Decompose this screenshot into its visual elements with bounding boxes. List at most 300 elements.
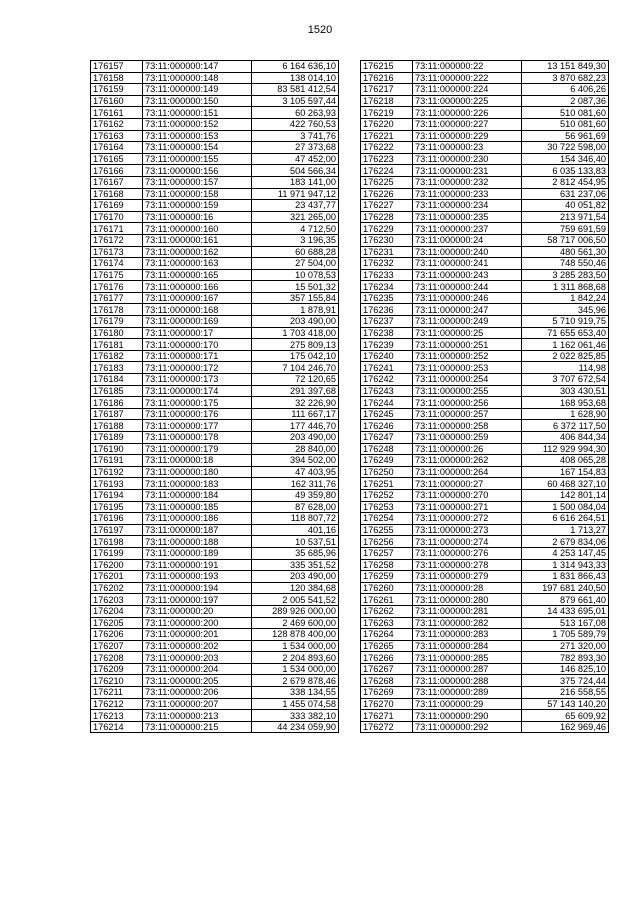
cadastral-number-cell: 73:11:000000:287: [413, 663, 522, 675]
cadastral-value-cell: 631 237,06: [522, 188, 609, 200]
table-row: [361, 663, 609, 675]
record-number-cell: 176165: [91, 153, 143, 165]
table-row: [361, 478, 609, 490]
table-row: [91, 489, 339, 501]
table-row: [91, 281, 339, 293]
record-number-cell: 176173: [91, 246, 143, 258]
cadastral-number-cell: 73:11:000000:157: [143, 176, 252, 188]
cadastral-number-cell: 73:11:000000:292: [413, 721, 522, 733]
table-row: [361, 316, 609, 328]
table-row: [91, 292, 339, 304]
table-row: [361, 223, 609, 235]
record-number-cell: 176180: [91, 327, 143, 339]
cadastral-value-cell: 60 468 327,10: [522, 478, 609, 490]
cadastral-number-cell: 73:11:000000:24: [413, 234, 522, 246]
record-number-cell: 176225: [361, 176, 413, 188]
cadastral-value-cell: 1 311 868,68: [522, 281, 609, 293]
cadastral-value-cell: 2 812 454,95: [522, 176, 609, 188]
record-number-cell: 176194: [91, 489, 143, 501]
cadastral-number-cell: 73:11:000000:257: [413, 408, 522, 420]
table-row: [361, 246, 609, 258]
table-row: [91, 153, 339, 165]
table-row: [361, 408, 609, 420]
record-number-cell: 176250: [361, 466, 413, 478]
record-number-cell: 176160: [91, 95, 143, 107]
cadastral-number-cell: 73:11:000000:230: [413, 153, 522, 165]
record-number-cell: 176185: [91, 385, 143, 397]
cadastral-value-cell: 2 679 878,46: [252, 675, 339, 687]
cadastral-value-cell: 177 446,70: [252, 420, 339, 432]
table-row: [361, 721, 609, 733]
table-row: [361, 594, 609, 606]
record-number-cell: 176258: [361, 559, 413, 571]
cadastral-value-cell: 3 105 597,44: [252, 95, 339, 107]
record-number-cell: 176241: [361, 362, 413, 374]
table-row: [91, 211, 339, 223]
cadastral-value-cell: 759 691,59: [522, 223, 609, 235]
cadastral-number-cell: 73:11:000000:179: [143, 443, 252, 455]
cadastral-number-cell: 73:11:000000:17: [143, 327, 252, 339]
cadastral-number-cell: 73:11:000000:162: [143, 246, 252, 258]
table-row: [361, 559, 609, 571]
record-number-cell: 176218: [361, 95, 413, 107]
table-row: [361, 292, 609, 304]
table-row: [91, 374, 339, 386]
table-row: [361, 687, 609, 699]
cadastral-value-cell: 1 162 061,46: [522, 339, 609, 351]
cadastral-value-cell: 1 500 084,04: [522, 501, 609, 513]
table-row: [361, 362, 609, 374]
record-number-cell: 176267: [361, 663, 413, 675]
record-number-cell: 176256: [361, 536, 413, 548]
cadastral-number-cell: 73:11:000000:148: [143, 72, 252, 84]
record-number-cell: 176196: [91, 513, 143, 525]
cadastral-value-cell: 10 078,53: [252, 269, 339, 281]
record-number-cell: 176243: [361, 385, 413, 397]
record-number-cell: 176205: [91, 617, 143, 629]
cadastral-value-cell: 168 953,68: [522, 397, 609, 409]
cadastral-value-cell: 162 969,46: [522, 721, 609, 733]
cadastral-value-cell: 422 760,53: [252, 118, 339, 130]
record-number-cell: 176217: [361, 84, 413, 96]
cadastral-value-cell: 15 501,32: [252, 281, 339, 293]
cadastral-value-cell: 333 382,10: [252, 710, 339, 722]
cadastral-number-cell: 73:11:000000:226: [413, 107, 522, 119]
cadastral-number-cell: 73:11:000000:193: [143, 571, 252, 583]
cadastral-value-cell: 114,98: [522, 362, 609, 374]
table-row: [361, 397, 609, 409]
cadastral-number-cell: 73:11:000000:167: [143, 292, 252, 304]
table-row: [361, 536, 609, 548]
record-number-cell: 176263: [361, 617, 413, 629]
cadastral-value-cell: 6 372 117,50: [522, 420, 609, 432]
table-row: [91, 466, 339, 478]
cadastral-number-cell: 73:11:000000:191: [143, 559, 252, 571]
cadastral-value-cell: 60 263,93: [252, 107, 339, 119]
cadastral-value-cell: 203 490,00: [252, 316, 339, 328]
cadastral-number-cell: 73:11:000000:154: [143, 142, 252, 154]
cadastral-number-cell: 73:11:000000:165: [143, 269, 252, 281]
record-number-cell: 176170: [91, 211, 143, 223]
record-number-cell: 176245: [361, 408, 413, 420]
table-row: [91, 327, 339, 339]
table-row: [91, 547, 339, 559]
cadastral-value-cell: 23 437,77: [252, 200, 339, 212]
record-number-cell: 176186: [91, 397, 143, 409]
table-row: [361, 443, 609, 455]
cadastral-value-cell: 401,16: [252, 524, 339, 536]
record-number-cell: 176228: [361, 211, 413, 223]
table-row: [91, 107, 339, 119]
cadastral-number-cell: 73:11:000000:235: [413, 211, 522, 223]
cadastral-value-cell: 3 196,35: [252, 234, 339, 246]
record-number-cell: 176158: [91, 72, 143, 84]
cadastral-number-cell: 73:11:000000:172: [143, 362, 252, 374]
cadastral-number-cell: 73:11:000000:156: [143, 165, 252, 177]
cadastral-value-cell: 27 373,68: [252, 142, 339, 154]
cadastral-value-cell: 203 490,00: [252, 571, 339, 583]
table-row: [361, 142, 609, 154]
cadastral-number-cell: 73:11:000000:285: [413, 652, 522, 664]
cadastral-number-cell: 73:11:000000:244: [413, 281, 522, 293]
table-row: [91, 582, 339, 594]
record-number-cell: 176192: [91, 466, 143, 478]
table-row: [361, 107, 609, 119]
cadastral-number-cell: 73:11:000000:206: [143, 687, 252, 699]
cadastral-value-cell: 480 561,30: [522, 246, 609, 258]
cadastral-number-cell: 73:11:000000:278: [413, 559, 522, 571]
record-number-cell: 176259: [361, 571, 413, 583]
cadastral-number-cell: 73:11:000000:158: [143, 188, 252, 200]
cadastral-value-cell: 162 311,76: [252, 478, 339, 490]
cadastral-number-cell: 73:11:000000:169: [143, 316, 252, 328]
cadastral-value-cell: 58 717 006,50: [522, 234, 609, 246]
cadastral-number-cell: 73:11:000000:281: [413, 605, 522, 617]
cadastral-value-cell: 1 534 000,00: [252, 640, 339, 652]
record-number-cell: 176208: [91, 652, 143, 664]
cadastral-number-cell: 73:11:000000:25: [413, 327, 522, 339]
cadastral-number-cell: 73:11:000000:27: [413, 478, 522, 490]
record-number-cell: 176195: [91, 501, 143, 513]
cadastral-number-cell: 73:11:000000:256: [413, 397, 522, 409]
cadastral-number-cell: 73:11:000000:255: [413, 385, 522, 397]
record-number-cell: 176239: [361, 339, 413, 351]
table-row: [361, 374, 609, 386]
table-row: [91, 536, 339, 548]
cadastral-value-cell: 510 081,60: [522, 107, 609, 119]
cadastral-value-cell: 60 688,28: [252, 246, 339, 258]
table-row: [361, 617, 609, 629]
cadastral-number-cell: 73:11:000000:18: [143, 455, 252, 467]
table-row: [361, 571, 609, 583]
cadastral-value-cell: 338 134,55: [252, 687, 339, 699]
record-number-cell: 176221: [361, 130, 413, 142]
cadastral-number-cell: 73:11:000000:262: [413, 455, 522, 467]
record-number-cell: 176168: [91, 188, 143, 200]
record-number-cell: 176268: [361, 675, 413, 687]
record-number-cell: 176264: [361, 629, 413, 641]
record-number-cell: 176215: [361, 61, 413, 73]
table-row: [91, 524, 339, 536]
record-number-cell: 176232: [361, 258, 413, 270]
record-number-cell: 176222: [361, 142, 413, 154]
record-number-cell: 176209: [91, 663, 143, 675]
record-number-cell: 176172: [91, 234, 143, 246]
cadastral-value-cell: 748 550,46: [522, 258, 609, 270]
record-number-cell: 176171: [91, 223, 143, 235]
record-number-cell: 176188: [91, 420, 143, 432]
cadastral-number-cell: 73:11:000000:288: [413, 675, 522, 687]
table-row: [91, 478, 339, 490]
cadastral-number-cell: 73:11:000000:252: [413, 350, 522, 362]
cadastral-number-cell: 73:11:000000:271: [413, 501, 522, 513]
cadastral-number-cell: 73:11:000000:215: [143, 721, 252, 733]
record-number-cell: 176237: [361, 316, 413, 328]
cadastral-value-cell: 321 265,00: [252, 211, 339, 223]
table-row: [91, 652, 339, 664]
record-number-cell: 176204: [91, 605, 143, 617]
cadastral-number-cell: 73:11:000000:222: [413, 72, 522, 84]
record-number-cell: 176244: [361, 397, 413, 409]
table-row: [361, 61, 609, 73]
table-row: [361, 489, 609, 501]
record-number-cell: 176203: [91, 594, 143, 606]
table-row: [91, 362, 339, 374]
register-table-left: [90, 60, 339, 733]
register-table-right: [360, 60, 609, 733]
cadastral-number-cell: 73:11:000000:149: [143, 84, 252, 96]
cadastral-number-cell: 73:11:000000:264: [413, 466, 522, 478]
table-row: [91, 710, 339, 722]
table-row: [361, 385, 609, 397]
cadastral-value-cell: 406 844,34: [522, 432, 609, 444]
table-row: [91, 269, 339, 281]
cadastral-value-cell: 1 314 943,33: [522, 559, 609, 571]
record-number-cell: 176265: [361, 640, 413, 652]
table-row: [361, 501, 609, 513]
cadastral-value-cell: 504 566,34: [252, 165, 339, 177]
cadastral-value-cell: 87 628,00: [252, 501, 339, 513]
cadastral-number-cell: 73:11:000000:184: [143, 489, 252, 501]
cadastral-number-cell: 73:11:000000:168: [143, 304, 252, 316]
table-row: [361, 432, 609, 444]
cadastral-number-cell: 73:11:000000:282: [413, 617, 522, 629]
record-number-cell: 176212: [91, 698, 143, 710]
cadastral-number-cell: 73:11:000000:183: [143, 478, 252, 490]
cadastral-value-cell: 213 971,54: [522, 211, 609, 223]
cadastral-number-cell: 73:11:000000:253: [413, 362, 522, 374]
table-row: [361, 304, 609, 316]
record-number-cell: 176202: [91, 582, 143, 594]
cadastral-number-cell: 73:11:000000:152: [143, 118, 252, 130]
record-number-cell: 176211: [91, 687, 143, 699]
register-table-right-body: [361, 61, 609, 733]
cadastral-number-cell: 73:11:000000:254: [413, 374, 522, 386]
register-table-left-body: [91, 61, 339, 733]
table-row: [361, 339, 609, 351]
cadastral-number-cell: 73:11:000000:173: [143, 374, 252, 386]
table-row: [91, 571, 339, 583]
cadastral-number-cell: 73:11:000000:28: [413, 582, 522, 594]
record-number-cell: 176183: [91, 362, 143, 374]
cadastral-value-cell: 879 661,40: [522, 594, 609, 606]
cadastral-value-cell: 197 681 240,50: [522, 582, 609, 594]
table-row: [361, 200, 609, 212]
cadastral-number-cell: 73:11:000000:174: [143, 385, 252, 397]
table-row: [91, 61, 339, 73]
cadastral-value-cell: 203 490,00: [252, 432, 339, 444]
record-number-cell: 176182: [91, 350, 143, 362]
cadastral-number-cell: 73:11:000000:150: [143, 95, 252, 107]
record-number-cell: 176210: [91, 675, 143, 687]
cadastral-value-cell: 303 430,51: [522, 385, 609, 397]
cadastral-number-cell: 73:11:000000:166: [143, 281, 252, 293]
cadastral-value-cell: 128 878 400,00: [252, 629, 339, 641]
table-row: [91, 246, 339, 258]
table-row: [91, 223, 339, 235]
table-row: [91, 188, 339, 200]
cadastral-number-cell: 73:11:000000:207: [143, 698, 252, 710]
cadastral-number-cell: 73:11:000000:258: [413, 420, 522, 432]
cadastral-number-cell: 73:11:000000:175: [143, 397, 252, 409]
record-number-cell: 176201: [91, 571, 143, 583]
table-row: [361, 675, 609, 687]
table-row: [91, 443, 339, 455]
record-number-cell: 176249: [361, 455, 413, 467]
table-row: [91, 118, 339, 130]
cadastral-value-cell: 138 014,10: [252, 72, 339, 84]
cadastral-number-cell: 73:11:000000:251: [413, 339, 522, 351]
record-number-cell: 176162: [91, 118, 143, 130]
record-number-cell: 176178: [91, 304, 143, 316]
table-row: [361, 710, 609, 722]
table-row: [361, 258, 609, 270]
cadastral-number-cell: 73:11:000000:289: [413, 687, 522, 699]
cadastral-value-cell: 291 397,68: [252, 385, 339, 397]
cadastral-value-cell: 142 801,14: [522, 489, 609, 501]
cadastral-number-cell: 73:11:000000:204: [143, 663, 252, 675]
cadastral-value-cell: 782 893,30: [522, 652, 609, 664]
cadastral-value-cell: 1 703 418,00: [252, 327, 339, 339]
cadastral-value-cell: 14 433 695,01: [522, 605, 609, 617]
cadastral-value-cell: 3 870 682,23: [522, 72, 609, 84]
table-row: [91, 640, 339, 652]
table-row: [91, 350, 339, 362]
table-row: [91, 165, 339, 177]
table-row: [361, 176, 609, 188]
table-row: [91, 200, 339, 212]
cadastral-value-cell: 1 878,91: [252, 304, 339, 316]
table-row: [361, 455, 609, 467]
table-row: [361, 652, 609, 664]
cadastral-number-cell: 73:11:000000:171: [143, 350, 252, 362]
record-number-cell: 176161: [91, 107, 143, 119]
table-row: [91, 617, 339, 629]
cadastral-number-cell: 73:11:000000:178: [143, 432, 252, 444]
cadastral-value-cell: 510 081,60: [522, 118, 609, 130]
record-number-cell: 176248: [361, 443, 413, 455]
table-row: [361, 130, 609, 142]
cadastral-number-cell: 73:11:000000:232: [413, 176, 522, 188]
cadastral-number-cell: 73:11:000000:170: [143, 339, 252, 351]
table-row: [361, 95, 609, 107]
table-row: [361, 466, 609, 478]
cadastral-number-cell: 73:11:000000:279: [413, 571, 522, 583]
table-row: [91, 397, 339, 409]
cadastral-number-cell: 73:11:000000:163: [143, 258, 252, 270]
table-row: [91, 130, 339, 142]
table-row: [91, 84, 339, 96]
cadastral-value-cell: 5 710 919,75: [522, 316, 609, 328]
record-number-cell: 176272: [361, 721, 413, 733]
cadastral-number-cell: 73:11:000000:29: [413, 698, 522, 710]
cadastral-value-cell: 2 087,36: [522, 95, 609, 107]
cadastral-value-cell: 375 724,44: [522, 675, 609, 687]
table-row: [361, 420, 609, 432]
cadastral-number-cell: 73:11:000000:151: [143, 107, 252, 119]
table-row: [91, 385, 339, 397]
cadastral-value-cell: 6 616 264,51: [522, 513, 609, 525]
cadastral-value-cell: 1 831 866,43: [522, 571, 609, 583]
record-number-cell: 176187: [91, 408, 143, 420]
cadastral-value-cell: 335 351,52: [252, 559, 339, 571]
cadastral-number-cell: 73:11:000000:290: [413, 710, 522, 722]
cadastral-number-cell: 73:11:000000:229: [413, 130, 522, 142]
record-number-cell: 176166: [91, 165, 143, 177]
cadastral-value-cell: 47 403,95: [252, 466, 339, 478]
cadastral-value-cell: 183 141,00: [252, 176, 339, 188]
cadastral-number-cell: 73:11:000000:20: [143, 605, 252, 617]
table-row: [361, 234, 609, 246]
cadastral-value-cell: 13 151 849,30: [522, 61, 609, 73]
table-row: [361, 350, 609, 362]
cadastral-value-cell: 275 809,13: [252, 339, 339, 351]
record-number-cell: 176229: [361, 223, 413, 235]
record-number-cell: 176179: [91, 316, 143, 328]
record-number-cell: 176230: [361, 234, 413, 246]
table-row: [91, 501, 339, 513]
cadastral-value-cell: 289 926 000,00: [252, 605, 339, 617]
table-row: [361, 582, 609, 594]
cadastral-number-cell: 73:11:000000:186: [143, 513, 252, 525]
cadastral-number-cell: 73:11:000000:180: [143, 466, 252, 478]
cadastral-value-cell: 4 712,50: [252, 223, 339, 235]
cadastral-number-cell: 73:11:000000:234: [413, 200, 522, 212]
cadastral-value-cell: 2 204 893,60: [252, 652, 339, 664]
cadastral-value-cell: 32 226,90: [252, 397, 339, 409]
record-number-cell: 176189: [91, 432, 143, 444]
cadastral-number-cell: 73:11:000000:203: [143, 652, 252, 664]
cadastral-number-cell: 73:11:000000:177: [143, 420, 252, 432]
cadastral-value-cell: 154 346,40: [522, 153, 609, 165]
cadastral-number-cell: 73:11:000000:23: [413, 142, 522, 154]
record-number-cell: 176214: [91, 721, 143, 733]
record-number-cell: 176167: [91, 176, 143, 188]
table-row: [361, 605, 609, 617]
table-row: [361, 165, 609, 177]
table-row: [91, 304, 339, 316]
record-number-cell: 176164: [91, 142, 143, 154]
page-number: 1520: [307, 24, 333, 36]
cadastral-value-cell: 1 628,90: [522, 408, 609, 420]
cadastral-number-cell: 73:11:000000:233: [413, 188, 522, 200]
cadastral-number-cell: 73:11:000000:194: [143, 582, 252, 594]
record-number-cell: 176227: [361, 200, 413, 212]
cadastral-value-cell: 1 705 589,79: [522, 629, 609, 641]
table-row: [361, 640, 609, 652]
cadastral-value-cell: 56 961,69: [522, 130, 609, 142]
record-number-cell: 176190: [91, 443, 143, 455]
